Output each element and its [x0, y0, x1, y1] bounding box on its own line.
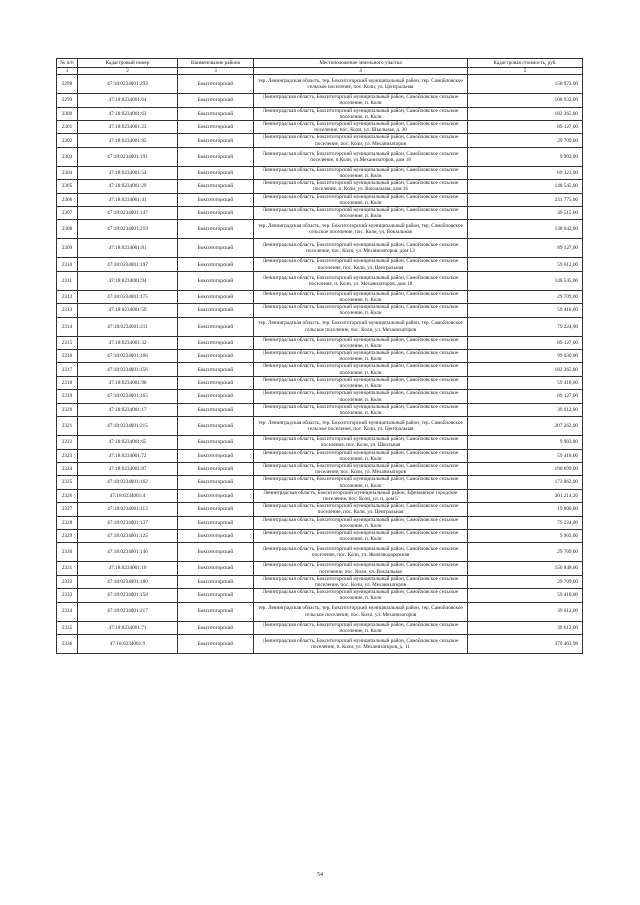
cadastral-number: 47:18:0234001:17: [78, 403, 178, 416]
cadastral-value: 29 709,00: [468, 290, 583, 303]
district-name: Бокситогорский: [178, 376, 254, 389]
cadastral-number: 47:18:0234001:162: [78, 476, 178, 489]
row-number: 2333: [57, 589, 78, 602]
location: Ленинградская область, Бокситогорский муниципальный район, Самойловское сельское поселение, п. Коли: [254, 207, 468, 220]
district-name: Бокситогорский: [178, 462, 254, 475]
cadastral-value: 39 612,00: [468, 621, 583, 634]
cadastral-value: 201 214,20: [468, 489, 583, 502]
location: Ленинградская область, Бокситогорский муниципальный район, Самойловское сельское поселение, п. Коли: [254, 516, 468, 529]
cadastral-number: 47:18:0234001:217: [78, 602, 178, 621]
location: Ленинградская область, Бокситогорский муниципальный район, Самойловское сельское поселение, пос. Коли, ул. Центральная: [254, 258, 468, 271]
row-number: 2319: [57, 390, 78, 403]
table-row: [57, 271, 583, 290]
cadastral-value: 138 642,00: [468, 220, 583, 239]
table-row: [57, 290, 583, 303]
row-number: 2320: [57, 403, 78, 416]
district-name: Бокситогорский: [178, 94, 254, 107]
location: Ленинградская область, Бокситогорский муниципальный район, Самойловское сельское поселение, п.Коли, ул.Механизаторов, дом 18: [254, 147, 468, 166]
district-name: Бокситогорский: [178, 403, 254, 416]
location: Ленинградская область, Бокситогорский муниципальный район, Самойловское сельское поселение, п. Коли, ул. Механизаторов, дом 18: [254, 271, 468, 290]
cadastral-value: 79 224,00: [468, 516, 583, 529]
cadastral-number: 47:18:0234001:54: [78, 166, 178, 179]
row-number: 2336: [57, 634, 78, 653]
cadastral-number: 47:18:0234001:81: [78, 239, 178, 258]
location: Ленинградская область, Бокситогорский муниципальный район, Самойловское сельское поселение, п. Коли: [254, 193, 468, 206]
table-row: [57, 589, 583, 602]
district-name: Бокситогорский: [178, 417, 254, 436]
table-row: [57, 503, 583, 516]
column-number: 5: [468, 68, 583, 75]
table-row: [57, 417, 583, 436]
district-name: Бокситогорский: [178, 258, 254, 271]
district-name: Бокситогорский: [178, 336, 254, 349]
location: Ленинградская область, Бокситогорский муниципальный район, Самойловское сельское поселение, п. Коли: [254, 290, 468, 303]
table-row: [57, 390, 583, 403]
row-number: 2311: [57, 271, 78, 290]
header-row: [57, 59, 583, 68]
cadastral-value: 207 262,00: [468, 417, 583, 436]
cadastral-number: 47:18:0234001:10: [78, 562, 178, 575]
cadastral-value: 182 365,00: [468, 107, 583, 120]
cadastral-value: 370 463,98: [468, 634, 583, 653]
row-number: 2310: [57, 258, 78, 271]
table-row: [57, 462, 583, 475]
cadastral-value: 59 418,00: [468, 304, 583, 317]
cadastral-value: 158 973,00: [468, 75, 583, 94]
cadastral-value: 99 030,00: [468, 350, 583, 363]
header-district: Наименование района: [178, 59, 254, 68]
district-name: Бокситогорский: [178, 180, 254, 193]
location: Ленинградская область, Бокситогорский муниципальный район, Самойловское сельское поселение, п. Коли: [254, 390, 468, 403]
table-row: [57, 317, 583, 336]
location: Ленинградская область, Бокситогорский муниципальный район, Самойловское сельское поселение, п. Коли: [254, 403, 468, 416]
district-name: Бокситогорский: [178, 121, 254, 134]
cadastral-value: 29 709,00: [468, 134, 583, 147]
cadastral-value: 148 545,00: [468, 180, 583, 193]
cadastral-number: 47:18:0234001:215: [78, 417, 178, 436]
cadastral-value-table: [56, 58, 583, 654]
district-name: Бокситогорский: [178, 476, 254, 489]
table-row: [57, 220, 583, 239]
location: Ленинградская область, Бокситогорский муниципальный район, Самойловское сельское поселение, п. Коли: [254, 94, 468, 107]
cadastral-number: 47:18:0234001:197: [78, 258, 178, 271]
cadastral-number: 47:18:0234001:4: [78, 489, 178, 502]
table-row: [57, 258, 583, 271]
location: Ленинградская область, Бокситогорский муниципальный район, Самойловское сельское поселение, п. Коли: [254, 376, 468, 389]
district-name: Бокситогорский: [178, 602, 254, 621]
location: Ленинградская область, Бокситогорский муниципальный район, Самойловское сельское поселение, пос. Коли, ул. Механизаторов: [254, 134, 468, 147]
location: Ленинградская область, Бокситогорский муниципальный район, Самойловское сельское поселение, пос. Коли, ул. Механизаторов: [254, 462, 468, 475]
district-name: Бокситогорский: [178, 220, 254, 239]
location: Ленинградская область, Бокситогорский муниципальный район, Самойловское сельское поселение, пос. Коли, ул. Школьная, д. 30: [254, 121, 468, 134]
cadastral-number: 47:18:0234001:59: [78, 304, 178, 317]
district-name: Бокситогорский: [178, 290, 254, 303]
table-row: [57, 436, 583, 449]
cadastral-value: 108 933,00: [468, 94, 583, 107]
cadastral-value: 19 806,00: [468, 503, 583, 516]
table-row: [57, 376, 583, 389]
row-number: 2301: [57, 121, 78, 134]
cadastral-number: 47:18:0234001:94: [78, 271, 178, 290]
table-row: [57, 634, 583, 653]
row-number: 2312: [57, 290, 78, 303]
district-name: Бокситогорский: [178, 390, 254, 403]
table-row: [57, 336, 583, 349]
cadastral-number: 47:18:0234001:156: [78, 363, 178, 376]
district-name: Бокситогорский: [178, 75, 254, 94]
cadastral-number: 47:18:0234001:29: [78, 180, 178, 193]
location: Ленинградская область, Бокситогорский муниципальный район, Самойловское сельское поселение, п. Коли: [254, 363, 468, 376]
cadastral-number: 47:18:0234001:71: [78, 621, 178, 634]
location: Ленинградская область, Бокситогорский муниципальный район, Самойловское сельское поселение, п. Коли: [254, 589, 468, 602]
page-number: 54: [317, 872, 323, 878]
row-number: 2329: [57, 529, 78, 542]
row-number: 2309: [57, 239, 78, 258]
cadastral-value: 9 903,00: [468, 436, 583, 449]
district-name: Бокситогорский: [178, 575, 254, 588]
cadastral-value: 69 321,00: [468, 166, 583, 179]
table-row: [57, 602, 583, 621]
cadastral-value: 89 127,00: [468, 336, 583, 349]
cadastral-number: 47:18:0234001:175: [78, 290, 178, 303]
location: Ленинградская область, Бокситогорский муниципальный район, Самойловское сельское поселение, п. Коли: [254, 336, 468, 349]
table-row: [57, 476, 583, 489]
cadastral-value: 89 127,00: [468, 390, 583, 403]
district-name: Бокситогорский: [178, 166, 254, 179]
table-row: [57, 207, 583, 220]
district-name: Бокситогорский: [178, 207, 254, 220]
cadastral-value: 9 903,00: [468, 147, 583, 166]
table-row: [57, 516, 583, 529]
cadastral-number: 47:18:0234001:211: [78, 317, 178, 336]
district-name: Бокситогорский: [178, 239, 254, 258]
cadastral-value: 182 365,00: [468, 363, 583, 376]
row-number: 2314: [57, 317, 78, 336]
location: Ленинградская область, Бокситогорский муниципальный район, Ефимовское городское поселение, пос. Коли, ул. н, дом 5: [254, 489, 468, 502]
row-number: 2316: [57, 350, 78, 363]
cadastral-number: 47:18:0234001:125: [78, 529, 178, 542]
row-number: 2300: [57, 107, 78, 120]
cadastral-value: 29 709,00: [468, 543, 583, 562]
location: Ленинградская область, Бокситогорский муниципальный район, Самойловское сельское поселение, пос. Коли, ул. Механизаторов, дом 13: [254, 239, 468, 258]
cadastral-number: 47:18:0234001:158: [78, 589, 178, 602]
location: Ленинградская область, Бокситогорский муниципальный район, Самойловское сельское поселение, п. Коли: [254, 166, 468, 179]
table-row: [57, 575, 583, 588]
row-number: 2331: [57, 562, 78, 575]
table-row: [57, 449, 583, 462]
cadastral-number: 47:18:0234001:166: [78, 350, 178, 363]
cadastral-number: 47:18:0234001:64: [78, 94, 178, 107]
row-number: 2321: [57, 417, 78, 436]
location: Ленинградская область, Бокситогорский муниципальный район, Самойловское сельское поселение, п. Коли: [254, 304, 468, 317]
table-row: [57, 489, 583, 502]
cadastral-number: 47:18:0234001:146: [78, 543, 178, 562]
cadastral-number: 47:18:0234001:87: [78, 462, 178, 475]
cadastral-value: 9 903,00: [468, 529, 583, 542]
table-row: [57, 363, 583, 376]
district-name: Бокситогорский: [178, 107, 254, 120]
district-name: Бокситогорский: [178, 193, 254, 206]
table-body: [57, 75, 583, 654]
row-number: 2335: [57, 621, 78, 634]
district-name: Бокситогорский: [178, 529, 254, 542]
location: Ленинградская область, Бокситогорский муниципальный район, Самойловское сельское поселение, пос. Коли, ул. Центральная: [254, 503, 468, 516]
row-number: 2315: [57, 336, 78, 349]
cadastral-value: 156 848,00: [468, 562, 583, 575]
district-name: Бокситогорский: [178, 317, 254, 336]
district-name: Бокситогорский: [178, 449, 254, 462]
district-name: Бокситогорский: [178, 436, 254, 449]
district-name: Бокситогорский: [178, 489, 254, 502]
location: Ленинградская область, Бокситогорский муниципальный район, Самойловское сельское поселение, п. Коли, ул. Вокзальная, дом 16: [254, 180, 468, 193]
cadastral-value: 29 709,00: [468, 575, 583, 588]
cadastral-value: 231 775,00: [468, 193, 583, 206]
cadastral-number: 47:18:0234001:9: [78, 634, 178, 653]
location: Ленинградская область, Бокситогорский муниципальный район, Самойловское сельское поселение, п. Коли: [254, 529, 468, 542]
row-number: 2322: [57, 436, 78, 449]
location: Ленинградская область, Бокситогорский муниципальный район, Самойловское сельское поселение, п. Коли: [254, 449, 468, 462]
cadastral-value: 89 127,00: [468, 239, 583, 258]
location: Ленинградская область, Бокситогорский муниципальный район, Самойловское сельское поселение, пос. Коли, ул. Школьная: [254, 436, 468, 449]
table-row: [57, 134, 583, 147]
row-number: 2302: [57, 134, 78, 147]
table-row: [57, 529, 583, 542]
cadastral-number: 47:18:0234001:191: [78, 147, 178, 166]
cadastral-number: 47:18:0234001:219: [78, 220, 178, 239]
table-row: [57, 94, 583, 107]
location: Ленинградская область, Бокситогорский муниципальный район, Самойловское сельское поселение, п. Коли: [254, 107, 468, 120]
table-row: [57, 350, 583, 363]
row-number: 2305: [57, 180, 78, 193]
table-row: [57, 180, 583, 193]
cadastral-value: 39 612,00: [468, 602, 583, 621]
cadastral-number: 47:18:0234001:41: [78, 193, 178, 206]
table-row: [57, 147, 583, 166]
location: Ленинградская область, Бокситогорский муниципальный район, Самойловское сельское поселение, пос. Коли, ул. Вокзальная: [254, 562, 468, 575]
row-number: 2317: [57, 363, 78, 376]
district-name: Бокситогорский: [178, 350, 254, 363]
district-name: Бокситогорский: [178, 134, 254, 147]
row-number: 2332: [57, 575, 78, 588]
table-row: [57, 304, 583, 317]
location: тер. Ленинградская область, тер. Бокситогорский муниципальный район, тер. Самойловское сельское поселение, пос. Коли, ул. Механизаторов: [254, 602, 468, 621]
row-number: 2318: [57, 376, 78, 389]
row-number: 2306: [57, 193, 78, 206]
cadastral-value: 39 612,00: [468, 403, 583, 416]
location: Ленинградская область, Бокситогорский муниципальный район, Самойловское сельское поселение, п. Коли: [254, 476, 468, 489]
row-number: 2303: [57, 147, 78, 166]
cadastral-value: 59 418,00: [468, 376, 583, 389]
table-row: [57, 107, 583, 120]
row-number: 2324: [57, 462, 78, 475]
cadastral-value: 59 418,00: [468, 449, 583, 462]
row-number: 2328: [57, 516, 78, 529]
header-number: № п/п: [57, 59, 78, 68]
row-number: 2299: [57, 94, 78, 107]
location: Ленинградская область, Бокситогорский муниципальный район, Самойловское сельское поселение, п. Коли, ул. Механизаторов, д. 11: [254, 634, 468, 653]
cadastral-number: 47:18:0234001:23: [78, 121, 178, 134]
column-number: 3: [178, 68, 254, 75]
column-number: 1: [57, 68, 78, 75]
district-name: Бокситогорский: [178, 634, 254, 653]
table-row: [57, 121, 583, 134]
row-number: 2323: [57, 449, 78, 462]
cadastral-number: 47:18:0234001:98: [78, 376, 178, 389]
district-name: Бокситогорский: [178, 621, 254, 634]
district-name: Бокситогорский: [178, 304, 254, 317]
cadastral-number: 47:18:0234001:72: [78, 449, 178, 462]
row-number: 2298: [57, 75, 78, 94]
table-row: [57, 75, 583, 94]
cadastral-value: 89 127,00: [468, 121, 583, 134]
row-number: 2326: [57, 489, 78, 502]
table-row: [57, 166, 583, 179]
table-row: [57, 621, 583, 634]
location: тер. Ленинградская область, тер. Бокситогорский муниципальный район, тер. Самойловское сельское поселение, пос. Коли, ул. Механизаторов: [254, 317, 468, 336]
cadastral-value: 59 418,00: [468, 589, 583, 602]
cadastral-number: 47:18:0234001:65: [78, 436, 178, 449]
row-number: 2334: [57, 602, 78, 621]
row-number: 2308: [57, 220, 78, 239]
district-name: Бокситогорский: [178, 363, 254, 376]
cadastral-number: 47:18:0234001:165: [78, 390, 178, 403]
table-row: [57, 403, 583, 416]
district-name: Бокситогорский: [178, 589, 254, 602]
location: Ленинградская область, Бокситогорский муниципальный район, Самойловское сельское поселение, п. Коли: [254, 350, 468, 363]
table-row: [57, 562, 583, 575]
cadastral-number: 47:18:0234001:180: [78, 575, 178, 588]
cadastral-number: 47:18:0234001:32: [78, 336, 178, 349]
row-number: 2325: [57, 476, 78, 489]
header-cadastral-value: Кадастровая стоимость, руб.: [468, 59, 583, 68]
column-number: 2: [78, 68, 178, 75]
location: тер. Ленинградская область, тер. Бокситогорский муниципальный район, тер. Самойловское сельское поселение, пос. Коли, ул. Вокзальная: [254, 220, 468, 239]
header-location: Местоположение земельного участка: [254, 59, 468, 68]
header-cadastral-number: Кадастровый номер: [78, 59, 178, 68]
cadastral-value: 79 224,00: [468, 317, 583, 336]
location: тер. Ленинградская область, тер. Бокситогорский муниципальный район, тер. Самойловское сельское поселение, пос. Коли, ул. Центральная: [254, 417, 468, 436]
location: Ленинградская область, Бокситогорский муниципальный район, Самойловское сельское поселение, пос. Коли, ул. Железнодорожная: [254, 543, 468, 562]
district-name: Бокситогорский: [178, 562, 254, 575]
cadastral-value: 190 699,00: [468, 462, 583, 475]
cadastral-value: 148 545,00: [468, 271, 583, 290]
cadastral-value: 173 862,00: [468, 476, 583, 489]
row-number: 2313: [57, 304, 78, 317]
cadastral-number: 47:18:0234001:113: [78, 503, 178, 516]
column-number-row: [57, 68, 583, 75]
table-row: [57, 239, 583, 258]
cadastral-number: 47:18:0234001:147: [78, 207, 178, 220]
location: тер. Ленинградская область, тер. Бокситогорский муниципальный район, тер. Самойловское сельское поселение, пос. Коли, ул. Центральная: [254, 75, 468, 94]
column-number: 4: [254, 68, 468, 75]
row-number: 2327: [57, 503, 78, 516]
district-name: Бокситогорский: [178, 543, 254, 562]
row-number: 2304: [57, 166, 78, 179]
location: Ленинградская область, Бокситогорский муниципальный район, Самойловское сельское поселение, пос. Коли, ул. Механизаторов: [254, 575, 468, 588]
district-name: Бокситогорский: [178, 147, 254, 166]
table-row: [57, 193, 583, 206]
district-name: Бокситогорский: [178, 271, 254, 290]
district-name: Бокситогорский: [178, 516, 254, 529]
table-row: [57, 543, 583, 562]
cadastral-value: 49 515,00: [468, 207, 583, 220]
cadastral-number: 47:18:0234001:63: [78, 107, 178, 120]
row-number: 2330: [57, 543, 78, 562]
district-name: Бокситогорский: [178, 503, 254, 516]
cadastral-value: 59 612,00: [468, 258, 583, 271]
location: Ленинградская область, Бокситогорский муниципальный район, Самойловское сельское поселение, п. Коли: [254, 621, 468, 634]
cadastral-number: 47:18:0234001:95: [78, 134, 178, 147]
row-number: 2307: [57, 207, 78, 220]
cadastral-number: 47:18:0234001:293: [78, 75, 178, 94]
cadastral-number: 47:18:0234001:137: [78, 516, 178, 529]
